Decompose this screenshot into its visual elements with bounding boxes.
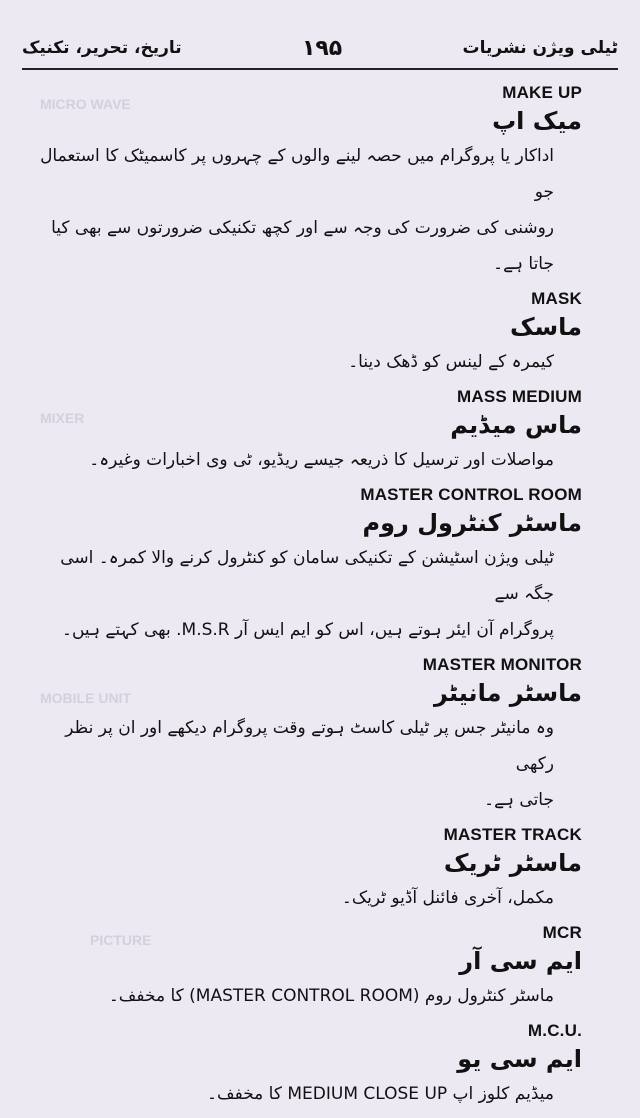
entry-term-english: MASTER TRACK [443,825,582,844]
entry-term-urdu: ایم سی آر [459,947,582,975]
glossary-entry [28,288,582,380]
entry-term-urdu: ماس میڈیم [450,411,582,439]
entry-definition-line: اداکار یا پروگرام میں حصہ لینے والوں کے چہروں پر کاسمیٹک کا استعمال جو [40,146,554,202]
book-subtitle: تاریخ، تحریر، تکنیک [22,38,182,58]
glossary-entry [28,654,582,818]
bleed-through-text: MICRO WAVE [40,96,131,112]
entry-term-urdu: ماسٹر کنٹرول روم [362,509,582,537]
entry-definition-line: میڈیم کلوز اپ MEDIUM CLOSE UP کا مخفف۔ [207,1084,554,1104]
page-header [22,28,618,70]
bleed-through-text: MIXER [40,410,85,426]
entry-term-english: M.C.U. [527,1021,582,1040]
entry-term-english: MASTER MONITOR [422,655,582,674]
entry-term-english: MAKE UP [502,83,582,102]
entry-definition-line: روشنی کی ضرورت کی وجہ سے اور کچھ تکنیکی ضرورتوں سے بھی کیا جاتا ہے۔ [51,218,554,274]
entry-term-english: MASK [531,289,582,308]
entry-term-urdu: میک اپ [492,107,582,135]
entry-definition-line: کیمرہ کے لینس کو ڈھک دینا۔ [348,352,554,372]
entry-definition-line: جاتی ہے۔ [484,790,554,810]
glossary-entry [28,82,582,282]
entry-definition-line: وہ مانیٹر جس پر ٹیلی کاسٹ ہوتے وقت پروگرام دیکھے اور ان پر نظر رکھی [65,718,554,774]
entry-term-english: MCR [542,923,582,942]
glossary-entry [28,386,582,478]
bleed-through-text: MOBILE UNIT [40,690,131,706]
glossary-entries [28,82,582,1118]
entry-definition-line: مواصلات اور ترسیل کا ذریعہ جیسے ریڈیو، ٹی وی اخبارات وغیرہ۔ [89,450,554,470]
glossary-entry [28,922,582,1014]
glossary-entry [28,1020,582,1112]
glossary-entry [28,484,582,648]
entry-term-urdu: ماسک [509,313,582,341]
entry-definition-line: مکمل، آخری فائنل آڈیو ٹریک۔ [341,888,554,908]
entry-definition-line: ٹیلی ویژن اسٹیشن کے تکنیکی سامان کو کنٹرول کرنے والا کمرہ۔ اسی جگہ سے [60,548,554,604]
book-title: ٹیلی ویژن نشریات [462,38,618,58]
entry-term-english: MASTER CONTROL ROOM [360,485,582,504]
glossary-entry [28,824,582,916]
bleed-through-text: PICTURE [90,932,152,948]
entry-term-urdu: ماسٹر ٹریک [443,849,582,877]
entry-term-urdu: ایم سی یو [457,1045,582,1073]
entry-definition-line: پروگرام آن ایئر ہوتے ہیں، اس کو ایم ایس آر M.S.R. بھی کہتے ہیں۔ [62,620,554,640]
entry-term-english: MASS MEDIUM [457,387,582,406]
page-number: ۱۹۵ [301,35,343,61]
entry-term-urdu: ماسٹر مانیٹر [434,679,582,707]
entry-definition-line: ماسٹر کنٹرول روم (MASTER CONTROL ROOM) کا مخفف۔ [108,986,554,1006]
